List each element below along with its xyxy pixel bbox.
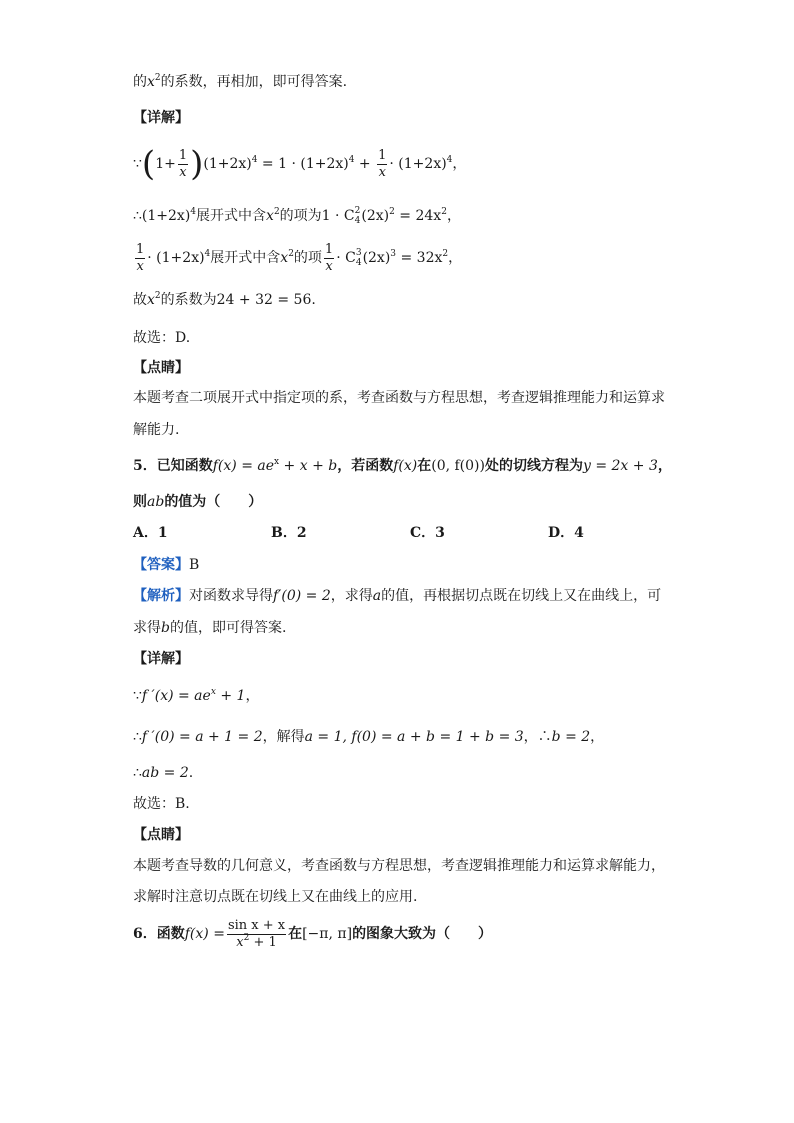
- q5-stem-line2: [133, 492, 262, 512]
- intro-x-exp: 2: [154, 73, 161, 83]
- q5-answer-line: [133, 555, 199, 575]
- eq3-binom: · (1+2x): [147, 250, 205, 266]
- d1-rest: + 1: [215, 688, 246, 704]
- intro-suffix: 的系数，再相加，即可得答案.: [160, 74, 348, 90]
- denominator-exp: 2: [243, 932, 250, 943]
- frac-numerator: 1: [324, 241, 334, 257]
- eq3-end: ，: [448, 250, 463, 266]
- analysis-text-b: ，求得: [330, 588, 373, 604]
- q5-at-text: 在: [417, 458, 432, 474]
- d3-end: .: [188, 765, 194, 781]
- q5-answer: B: [189, 557, 200, 573]
- q6-at-text: 在: [288, 926, 303, 942]
- analysis-a-var: a: [372, 588, 382, 604]
- comb-sup: 3: [355, 248, 362, 258]
- eq3-combination-indices: [356, 248, 362, 268]
- therefore-symbol: ∴: [133, 765, 142, 781]
- comb-sub: 4: [354, 216, 361, 226]
- frac-denominator: x: [325, 258, 333, 274]
- d2-mid: ，: [523, 729, 538, 745]
- because-symbol: ∵: [133, 688, 142, 704]
- eq4-sum: 24 + 32 = 56: [216, 292, 312, 308]
- eq1-mid-exp: 4: [348, 155, 355, 165]
- eq3-result: = 32x: [396, 250, 443, 266]
- eq4-x-var: x: [147, 292, 155, 308]
- eq2-binom: (1+2x): [141, 208, 191, 224]
- eq4-end: .: [311, 292, 316, 308]
- eq3-fraction-2: [324, 242, 334, 275]
- comb-sub: 4: [355, 258, 362, 268]
- analysis-derivative-eq: f′(0) = 2: [273, 588, 331, 604]
- q5-detail-eq1: [133, 686, 259, 706]
- denominator-var: x: [236, 934, 244, 950]
- because-symbol: ∵: [133, 156, 142, 172]
- q5-mid-text: ，若函数: [337, 458, 394, 474]
- eq1-binom-exp: 4: [251, 155, 258, 165]
- analysis-tag: 【解析】: [133, 588, 189, 604]
- q5-option-a: A．1: [133, 525, 168, 541]
- q4-comment-line1: 本题考查二项展开式中指定项的系，考查函数与方程思想，考查逻辑推理能力和运算求: [133, 390, 665, 406]
- q5-comment-line2: 求解时注意切点既在切线上又在曲线上的应用.: [133, 889, 418, 905]
- eq3-x-var: x: [280, 250, 289, 266]
- eq1-mid: = 1 · (1+2x): [257, 156, 349, 172]
- eq2-result: = 24x: [394, 208, 442, 224]
- eq2-x-var: x: [266, 208, 274, 224]
- q5-line2-prefix: 则: [133, 494, 147, 510]
- eq3-rest-exp: 3: [390, 249, 397, 259]
- q6-stem: [133, 916, 492, 952]
- therefore-symbol: ∴: [133, 729, 142, 745]
- d2-text: ，解得: [262, 729, 305, 745]
- analysis-line2-a: 求得: [133, 620, 161, 636]
- denominator-rest: + 1: [249, 934, 277, 950]
- q5-function: f(x) = ae: [212, 458, 275, 474]
- eq3-coef: · C: [336, 250, 356, 266]
- q4-choice: 故选：D.: [133, 330, 191, 346]
- eq3-result-exp: 2: [442, 249, 449, 259]
- q5-tangent-eq: y = 2x + 3: [582, 458, 658, 474]
- eq1-one-plus: 1+: [155, 156, 176, 172]
- eq3-binom-exp: 4: [204, 249, 211, 259]
- d2-end: ，: [590, 729, 605, 745]
- eq3-rest: (2x): [362, 250, 391, 266]
- q5-ab: ab: [147, 494, 165, 510]
- eq1-plus: +: [354, 156, 376, 172]
- eq2-combination-indices: [355, 206, 361, 226]
- intro-prefix: 的: [133, 74, 147, 90]
- frac-numerator: sin x + x: [227, 917, 286, 933]
- q5-detail-eq2: [133, 727, 604, 747]
- eq2-coef: 1 · C: [321, 208, 355, 224]
- q5-function-ref: f(x): [393, 458, 418, 474]
- frac-denominator: x: [179, 164, 187, 180]
- d1-eq: f ′(x) = ae: [141, 688, 211, 704]
- eq3-text1: 展开式中含: [210, 250, 281, 266]
- d2-eq2: a = 1, f(0) = a + b = 1 + b = 3: [304, 729, 524, 745]
- frac-denominator: x: [136, 258, 144, 274]
- analysis-text-a: 对函数求导得: [189, 588, 273, 604]
- q4-eq2: [133, 206, 461, 226]
- left-paren: (: [141, 144, 156, 184]
- q5-tail-text: 处的切线方程为: [484, 458, 583, 474]
- q6-number: 6．函数: [133, 926, 185, 942]
- q5-number: 5．已知函数: [133, 458, 213, 474]
- eq3-fraction: [135, 242, 145, 275]
- therefore-symbol: ∴: [133, 208, 142, 224]
- answer-tag: 【答案】: [133, 557, 189, 573]
- comb-sup: 2: [354, 206, 361, 216]
- eq2-text1: 展开式中含: [196, 208, 267, 224]
- eq1-tail: · (1+2x): [389, 156, 447, 172]
- q5-detail-heading: 【详解】: [133, 651, 189, 667]
- d2-eq3: b = 2: [551, 729, 591, 745]
- q5-option-c: C．3: [410, 525, 445, 541]
- q4-eq4: [133, 290, 316, 310]
- intro-x-var: x: [147, 74, 155, 90]
- q5-point: (0, f(0)): [431, 458, 485, 474]
- q4-detail-heading: 【详解】: [133, 110, 189, 126]
- q6-fraction: [227, 918, 286, 951]
- q4-comment-heading: 【点睛】: [133, 360, 189, 376]
- q5-options: [133, 523, 633, 543]
- q5-choice: 故选：B.: [133, 796, 190, 812]
- frac-numerator: 1: [378, 147, 387, 163]
- eq4-text2: 的系数为: [160, 292, 217, 308]
- q5-end: ，: [657, 458, 672, 474]
- q5-option-d: D．4: [548, 525, 584, 541]
- eq2-rest-exp: 2: [389, 207, 395, 217]
- analysis-text-c: 的值，再根据切点既在切线上又在曲线上，可: [381, 588, 662, 604]
- frac-numerator: 1: [178, 147, 188, 163]
- d1-end: ，: [245, 688, 260, 704]
- q6-interval: [−π, π]: [302, 926, 353, 942]
- q5-analysis-line1: [133, 586, 661, 606]
- eq2-rest: (2x): [361, 208, 390, 224]
- q5-function-exp: x: [274, 457, 280, 467]
- eq1-tail-exp: 4: [446, 155, 453, 165]
- eq3-text2: 的项: [293, 250, 322, 266]
- q5-function-rest: + x + b: [279, 458, 338, 474]
- eq1-fraction: [178, 148, 188, 181]
- eq1-end: ，: [452, 156, 467, 172]
- q5-detail-eq3: [133, 763, 193, 783]
- d2-eq: f ′(0) = a + 1 = 2: [141, 729, 263, 745]
- frac-denominator: x: [378, 164, 386, 180]
- analysis-b-var: b: [161, 620, 170, 636]
- q4-eq3: [133, 240, 462, 276]
- eq1-fraction-2: [377, 148, 387, 181]
- q5-option-b: B．2: [271, 525, 307, 541]
- therefore-symbol: ∴: [537, 729, 552, 745]
- eq4-text1: 故: [133, 292, 147, 308]
- q5-analysis-line2: [133, 618, 286, 638]
- d3-eq: ab = 2: [141, 765, 189, 781]
- q4-eq1: [133, 146, 466, 182]
- eq2-x-exp: 2: [273, 207, 280, 217]
- eq2-result-exp: 2: [441, 207, 447, 217]
- eq1-binom: (1+2x): [203, 156, 252, 172]
- intro-line: [133, 72, 347, 92]
- eq2-binom-exp: 4: [190, 207, 197, 217]
- analysis-line2-b: 的值，即可得答案.: [169, 620, 287, 636]
- eq4-x-exp: 2: [154, 291, 161, 301]
- q6-tail-text: 的图象大致为（ ）: [352, 926, 493, 942]
- q5-comment-line1: 本题考查导数的几何意义，考查函数与方程思想，考查逻辑推理能力和运算求解能力，: [133, 858, 665, 874]
- q4-comment-line2: 解能力.: [133, 422, 180, 438]
- eq2-end: ，: [446, 208, 461, 224]
- eq2-text2: 的项为: [279, 208, 322, 224]
- right-paren: ): [190, 144, 204, 184]
- frac-numerator: 1: [136, 241, 145, 257]
- q5-stem-line1: [133, 456, 672, 476]
- d1-exp: x: [210, 687, 216, 697]
- q5-comment-heading: 【点睛】: [133, 827, 189, 843]
- eq3-x-exp: 2: [288, 249, 294, 259]
- frac-denominator: [235, 932, 278, 951]
- q5-line2-suffix: 的值为（ ）: [164, 494, 263, 510]
- q6-function: f(x) =: [184, 926, 225, 942]
